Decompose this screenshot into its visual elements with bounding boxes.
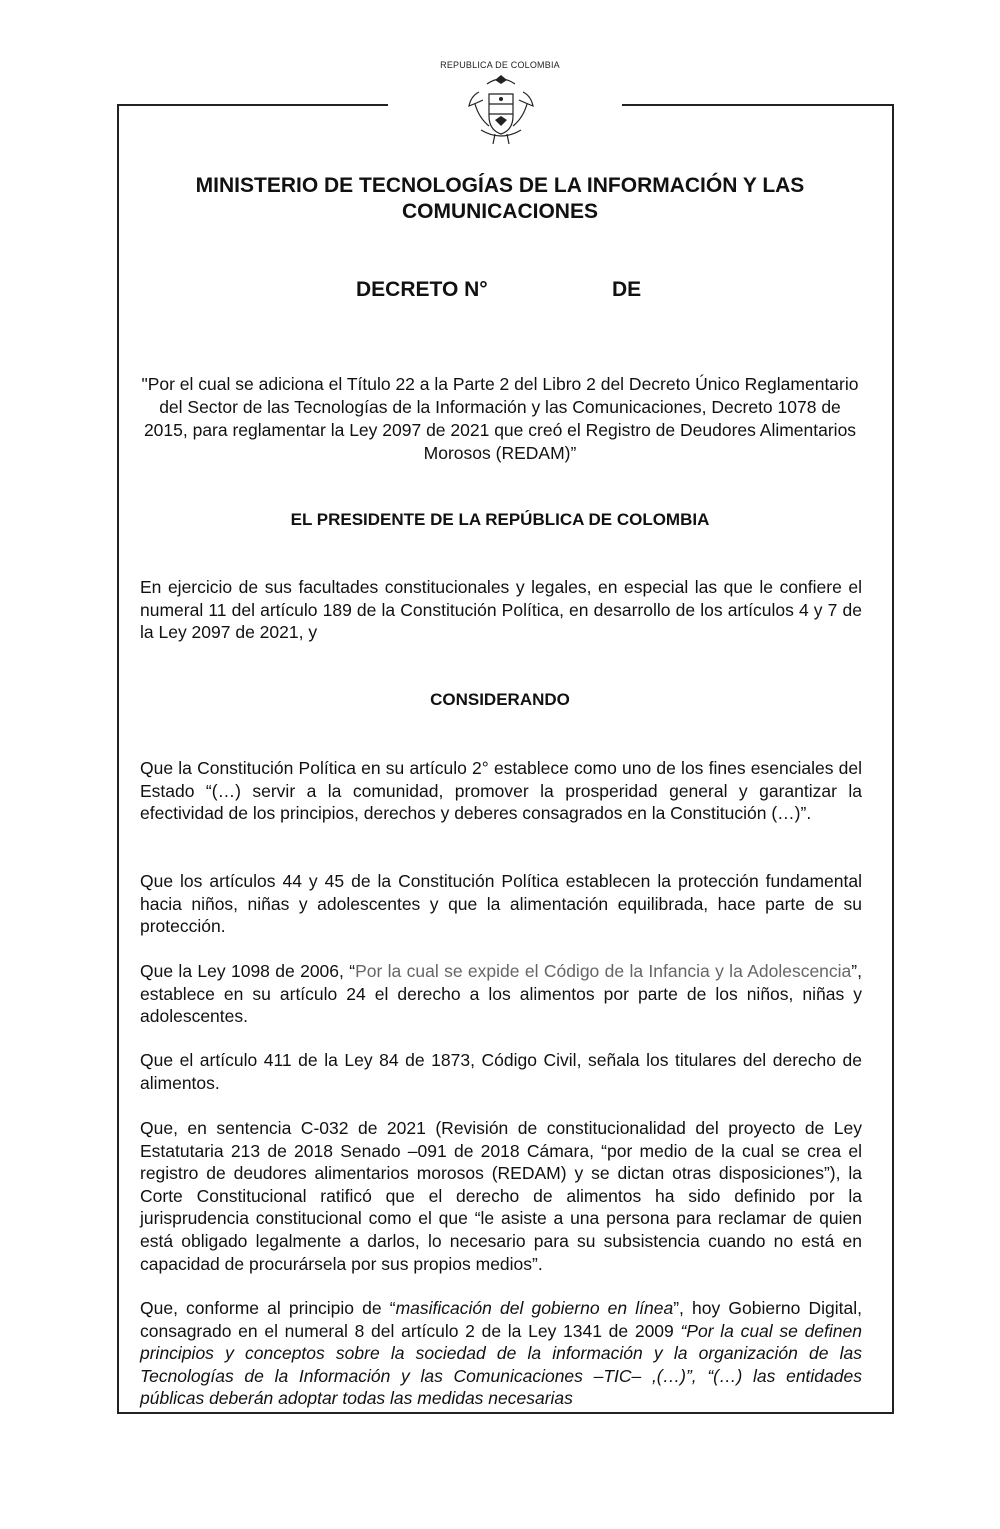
law-1098-title: Por la cual se expide el Código de la Infancia y la Adolescencia xyxy=(355,961,852,981)
considerando-paragraph-2: Que los artículos 44 y 45 de la Constitución Política establecen la protección fundamental hacia niños, niñas y adolescentes y que la alimentación equilibrada, hace parte de su protección. xyxy=(140,871,862,937)
frame-left-border xyxy=(117,104,119,1414)
ministry-title xyxy=(140,173,860,225)
paragraph-3-text-a: Que la Ley 1098 de 2006, “ xyxy=(140,961,356,981)
frame-top-right-border xyxy=(622,104,894,106)
frame-right-border xyxy=(892,104,894,1414)
ministry-title-line-1: MINISTERIO DE TECNOLOGÍAS DE LA INFORMACIÓN Y LAS xyxy=(195,174,805,197)
considerando-heading: CONSIDERANDO xyxy=(430,690,570,709)
frame-bottom-border xyxy=(117,1412,894,1414)
paragraph-6-italic-phrase: masificación del gobierno en línea xyxy=(395,1298,674,1318)
considerando-paragraph-4: Que el artículo 411 de la Ley 84 de 1873, Código Civil, señala los titulares del derecho de alimentos. xyxy=(140,1050,862,1093)
paragraph-6-text-a: Que, conforme al principio de “ xyxy=(140,1298,396,1318)
considerando-paragraph-3 xyxy=(140,960,862,1028)
header-caption: REPUBLICA DE COLOMBIA xyxy=(440,60,560,70)
considerando-paragraph-5: Que, en sentencia C-032 de 2021 (Revisión de constitucionalidad del proyecto de Ley Estatutaria 213 de 2018 Senado –091 de 2018 Cámara, “por medio de la cual se crea el registro de deudores alimentarios morosos (REDAM) y se dictan otras disposiciones”), la Corte Constitucional ratificó que el derecho de alimentos ha sido definido por la jurisprudencia constitucional como el que “le asiste a una persona para reclamar de quien está obligado legalmente a darlos, lo necesario para su subsistencia cuando no está en capacidad de procurársela por sus propios medios”. xyxy=(140,1118,862,1274)
decree-number-label: DECRETO N° xyxy=(356,278,488,301)
preamble-paragraph: En ejercicio de sus facultades constitucionales y legales, en especial las que le confiere el numeral 11 del artículo 189 de la Constitución Política, en desarrollo de los artículos 4 y 7 de la Ley 2097 de 2021, y xyxy=(140,577,862,643)
decree-date-label: DE xyxy=(612,278,642,301)
ministry-title-line-2: COMUNICACIONES xyxy=(401,200,598,223)
paragraph-6-italic-quote: “Por la cual se definen principios y conceptos sobre la sociedad de la información y la organización de las Tecnologías de la Información y las Comunicaciones –TIC– ,(…)”, “(…) las entidades públicas deberán adoptar todas las medidas necesarias xyxy=(140,1320,862,1409)
colombia-coat-of-arms-icon xyxy=(465,74,537,146)
considerando-paragraph-6 xyxy=(140,1297,862,1410)
considerando-paragraph-1: Que la Constitución Política en su artículo 2° establece como uno de los fines esenciales del Estado “(…) servir a la comunidad, promover la prosperidad general y garantizar la efectividad de los principios, derechos y deberes consagrados en la Constitución (…)”. xyxy=(140,758,862,824)
president-heading: EL PRESIDENTE DE LA REPÚBLICA DE COLOMBIA xyxy=(290,510,710,529)
paragraph-6-text-b: ”, hoy Gobierno Digital, consagrado en el numeral 8 del artículo 2 de la Ley 1341 de 2009 xyxy=(140,1298,862,1341)
frame-top-left-border xyxy=(117,104,388,106)
paragraph-3-text-b: ”, establece en su artículo 24 el derecho a los alimentos por parte de los niños, niñas y adolescentes. xyxy=(140,961,862,1027)
decree-subject: "Por el cual se adiciona el Título 22 a la Parte 2 del Libro 2 del Decreto Único Reglamentario del Sector de las Tecnologías de la Información y las Comunicaciones, Decreto 1078 de 2015, para reglamentar la Ley 2097 de 2021 que creó el Registro de Deudores Alimentarios Morosos (REDAM)” xyxy=(141,374,859,463)
